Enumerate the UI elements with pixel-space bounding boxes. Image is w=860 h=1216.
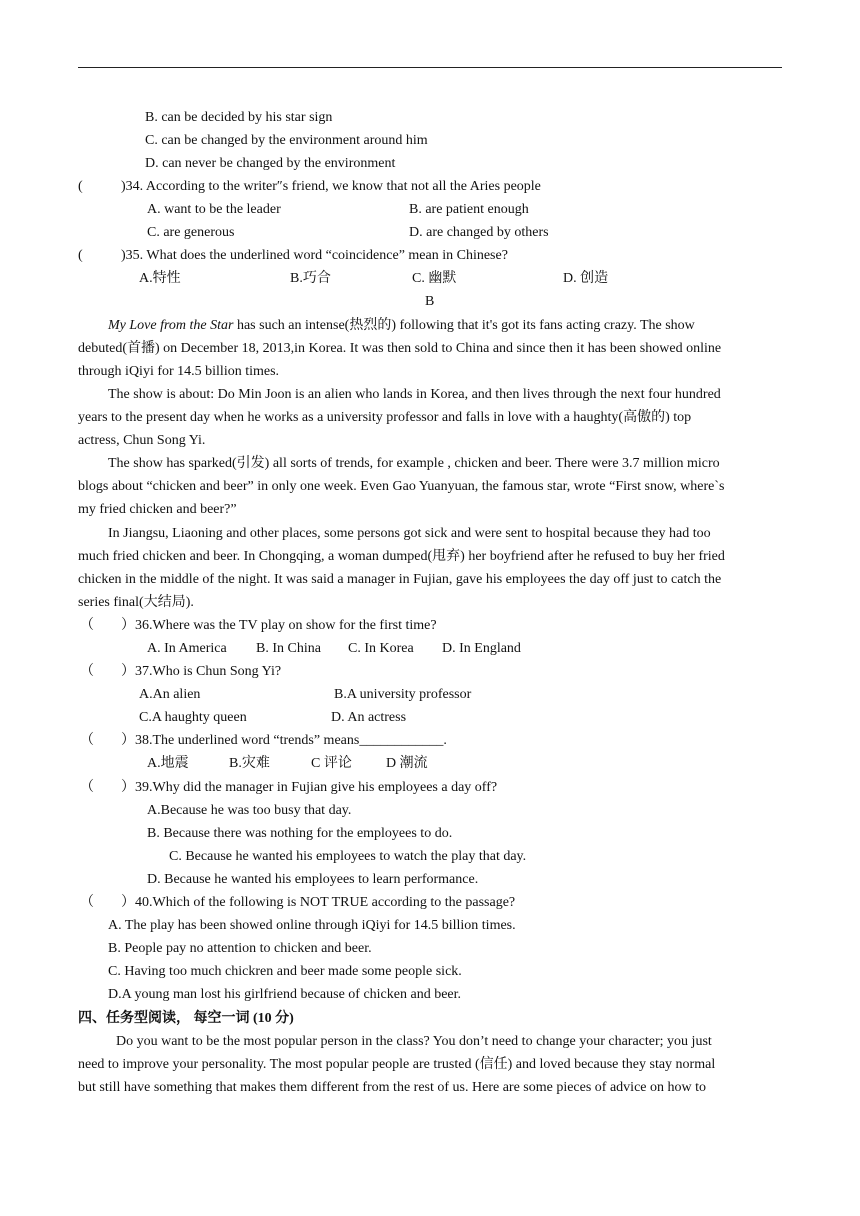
q38-answer-paren: （ (80, 733, 94, 748)
q36-option-b: B. In China (256, 641, 321, 656)
header-rule (78, 67, 782, 68)
q34-answer-paren: ( (78, 179, 83, 194)
q37-option-b: B.A university professor (334, 687, 472, 702)
passage-p1-line1 (108, 317, 695, 335)
q36-option-a: A. In America (147, 641, 227, 656)
passage-label: B (425, 294, 435, 309)
q40-option-a: A. The play has been showed online through iQiyi for 14.5 billion times. (108, 918, 516, 933)
q33-option-d: D. can never be changed by the environment (145, 156, 396, 171)
section-4-title: 四、任务型阅读， 每空一词 (78, 1011, 250, 1026)
q40-answer-paren: （ (80, 895, 94, 910)
q35-stem: )35. What does the underlined word “coincidence” mean in Chinese? (121, 248, 508, 263)
q37-option-d: D. An actress (331, 710, 407, 725)
q39-option-c: C. Because he wanted his employees to watch the play that day. (169, 849, 527, 864)
passage-p3-line2: blogs about “chicken and beer” in only one week. Even Gao Yuanyuan, the famous star, wrote “First snow, where`s (78, 479, 725, 494)
passage-p2-line1: The show is about: Do Min Joon is an alien who lands in Korea, and then lives through the next four hundred (108, 387, 721, 402)
section-4-line3: but still have something that makes them different from the rest of us. Here are some pieces of advice on how to (78, 1080, 707, 1095)
q38-option-a: A.地震 (147, 756, 189, 771)
q36-option-d: D. In England (442, 641, 521, 656)
q34-option-a: A. want to be the leader (147, 202, 281, 217)
q37-answer-paren: （ (80, 664, 94, 679)
passage-p2-line3: actress, Chun Song Yi. (78, 433, 206, 448)
q38-stem: ）38.The underlined word “trends” means____________. (121, 733, 447, 748)
q36-stem: ）36.Where was the TV play on show for the first time? (121, 618, 437, 633)
q35-option-a: A.特性 (139, 271, 181, 286)
q39-option-d: D. Because he wanted his employees to learn performance. (147, 872, 479, 887)
q35-answer-paren: ( (78, 248, 83, 263)
q37-option-a: A.An alien (139, 687, 201, 702)
q34-option-d: D. are changed by others (409, 225, 549, 240)
q38-option-c: C 评论 (311, 756, 352, 771)
passage-p1-line1-text: has such an intense(热烈的) following that it's got its fans acting crazy. The show (233, 318, 695, 333)
q34-stem: )34. According to the writer″s friend, we know that not all the Aries people (121, 179, 541, 194)
section-4-line2: need to improve your personality. The most popular people are trusted (信任) and loved because they stay normal (78, 1057, 716, 1072)
passage-p3-line3: my fried chicken and beer?” (78, 502, 237, 517)
q37-option-c: C.A haughty queen (139, 710, 247, 725)
q34-option-b: B. are patient enough (409, 202, 529, 217)
passage-p4-line2: much fried chicken and beer. In Chongqing, a woman dumped(甩弃) her boyfriend after he refused to buy her fried (78, 549, 725, 564)
q39-stem: ）39.Why did the manager in Fujian give his employees a day off? (121, 780, 498, 795)
q38-option-d: D 潮流 (386, 756, 428, 771)
q40-option-d: D.A young man lost his girlfriend because of chicken and beer. (108, 987, 462, 1002)
passage-p1-line3: through iQiyi for 14.5 billion times. (78, 364, 280, 379)
q39-answer-paren: （ (80, 780, 94, 795)
q33-option-c: C. can be changed by the environment around him (145, 133, 428, 148)
q37-stem: ）37.Who is Chun Song Yi? (121, 664, 282, 679)
q38-option-b: B.灾难 (229, 756, 270, 771)
q39-option-b: B. Because there was nothing for the employees to do. (147, 826, 453, 841)
q36-answer-paren: （ (80, 618, 94, 633)
section-4-score: (10 分) (249, 1011, 294, 1026)
q40-stem: ）40.Which of the following is NOT TRUE according to the passage? (121, 895, 516, 910)
q33-option-b: B. can be decided by his star sign (145, 110, 333, 125)
passage-p4-line1: In Jiangsu, Liaoning and other places, some persons got sick and were sent to hospital because they had too (108, 526, 711, 541)
passage-p2-line2: years to the present day when he works as a university professor and falls in love with a haughty(高傲的) top (78, 410, 692, 425)
passage-p4-line4: series final(大结局). (78, 595, 194, 610)
passage-p4-line3: chicken in the middle of the night. It was said a manager in Fujian, gave his employees the day off just to catch the (78, 572, 722, 587)
q39-option-a: A.Because he was too busy that day. (147, 803, 352, 818)
q35-option-d: D. 创造 (563, 271, 609, 286)
q35-option-c: C. 幽默 (412, 271, 457, 286)
q36-option-c: C. In Korea (348, 641, 414, 656)
q40-option-c: C. Having too much chickren and beer made some people sick. (108, 964, 462, 979)
passage-p1-line2: debuted(首播) on December 18, 2013,in Korea. It was then sold to China and since then it has been showed online (78, 341, 722, 356)
show-title: My Love from the Star (108, 318, 234, 333)
section-4-heading (78, 1010, 294, 1028)
q40-option-b: B. People pay no attention to chicken and beer. (108, 941, 372, 956)
section-4-line1: Do you want to be the most popular person in the class? You don’t need to change your character; you just (116, 1034, 712, 1049)
passage-p3-line1: The show has sparked(引发) all sorts of trends, for example , chicken and beer. There were 3.7 million micro (108, 456, 720, 471)
q35-option-b: B.巧合 (290, 271, 331, 286)
q34-option-c: C. are generous (147, 225, 235, 240)
